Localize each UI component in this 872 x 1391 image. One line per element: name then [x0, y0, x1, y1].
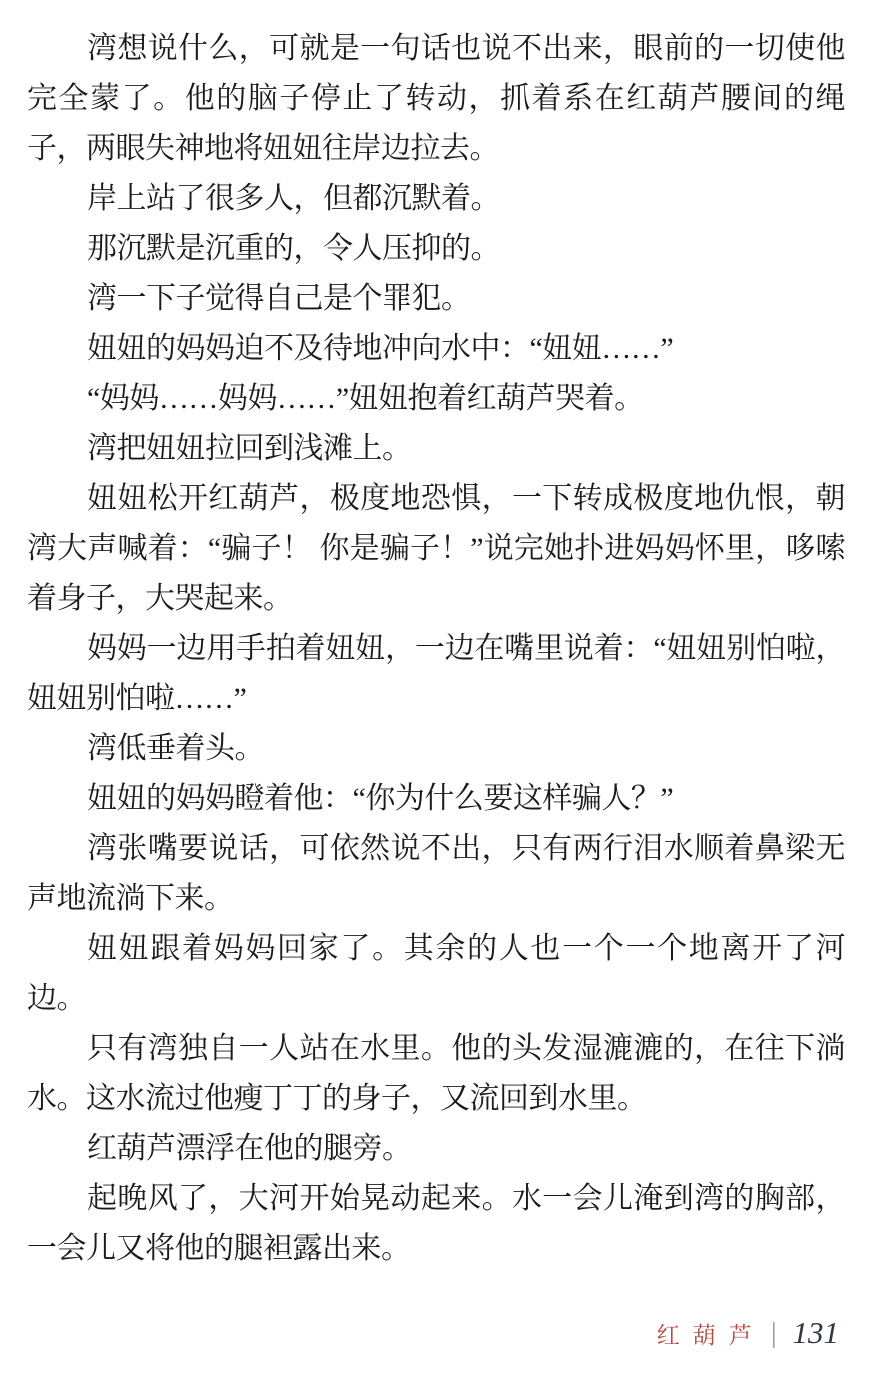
- page-number: 131: [792, 1315, 839, 1350]
- paragraph: 妈妈一边用手拍着妞妞，一边在嘴里说着：“妞妞别怕啦，妞妞别怕啦……”: [27, 632, 845, 715]
- paragraph: 湾想说什么，可就是一句话也说不出来，眼前的一切使他完全蒙了。他的脑子停止了转动，抓着系在红葫芦腰间的绳子，两眼失神地将妞妞往岸边拉去。: [27, 32, 845, 165]
- paragraph: 湾把妞妞拉回到浅滩上。: [87, 432, 412, 465]
- page-text: [27, 24, 845, 1315]
- paragraph: 那沉默是沉重的，令人压抑的。: [87, 232, 500, 265]
- paragraph: 起晚风了，大河开始晃动起来。水一会儿淹到湾的胸部，一会儿又将他的腿袒露出来。: [27, 1182, 845, 1265]
- paragraph: 岸上站了很多人，但都沉默着。: [87, 182, 500, 215]
- paragraph: 妞妞跟着妈妈回家了。其余的人也一个一个地离开了河边。: [27, 932, 845, 1015]
- paragraph: 只有湾独自一人站在水里。他的头发湿漉漉的，在往下淌水。这水流过他瘦丁丁的身子，又流回到水里。: [27, 1032, 845, 1115]
- paragraph: 红葫芦漂浮在他的腿旁。: [87, 1132, 412, 1165]
- paragraph: 湾张嘴要说话，可依然说不出，只有两行泪水顺着鼻梁无声地流淌下来。: [27, 832, 845, 915]
- paragraph: 湾低垂着头。: [87, 732, 264, 765]
- paragraph: 湾一下子觉得自己是个罪犯。: [87, 282, 471, 315]
- footer-separator: |: [771, 1316, 776, 1349]
- paragraph: 妞妞的妈妈瞪着他：“你为什么要这样骗人？”: [87, 782, 674, 815]
- paragraph: 妞妞的妈妈迫不及待地冲向水中：“妞妞……”: [87, 332, 674, 365]
- paragraph: “妈妈……妈妈……”妞妞抱着红葫芦哭着。: [87, 382, 644, 415]
- page-footer: [27, 1315, 845, 1373]
- paragraph: 妞妞松开红葫芦，极度地恐惧，一下转成极度地仇恨，朝湾大声喊着：“骗子！ 你是骗子！”说完她扑进妈妈怀里，哆嗦着身子，大哭起来。: [27, 482, 845, 615]
- running-chapter-title: 红葫芦: [656, 1322, 765, 1348]
